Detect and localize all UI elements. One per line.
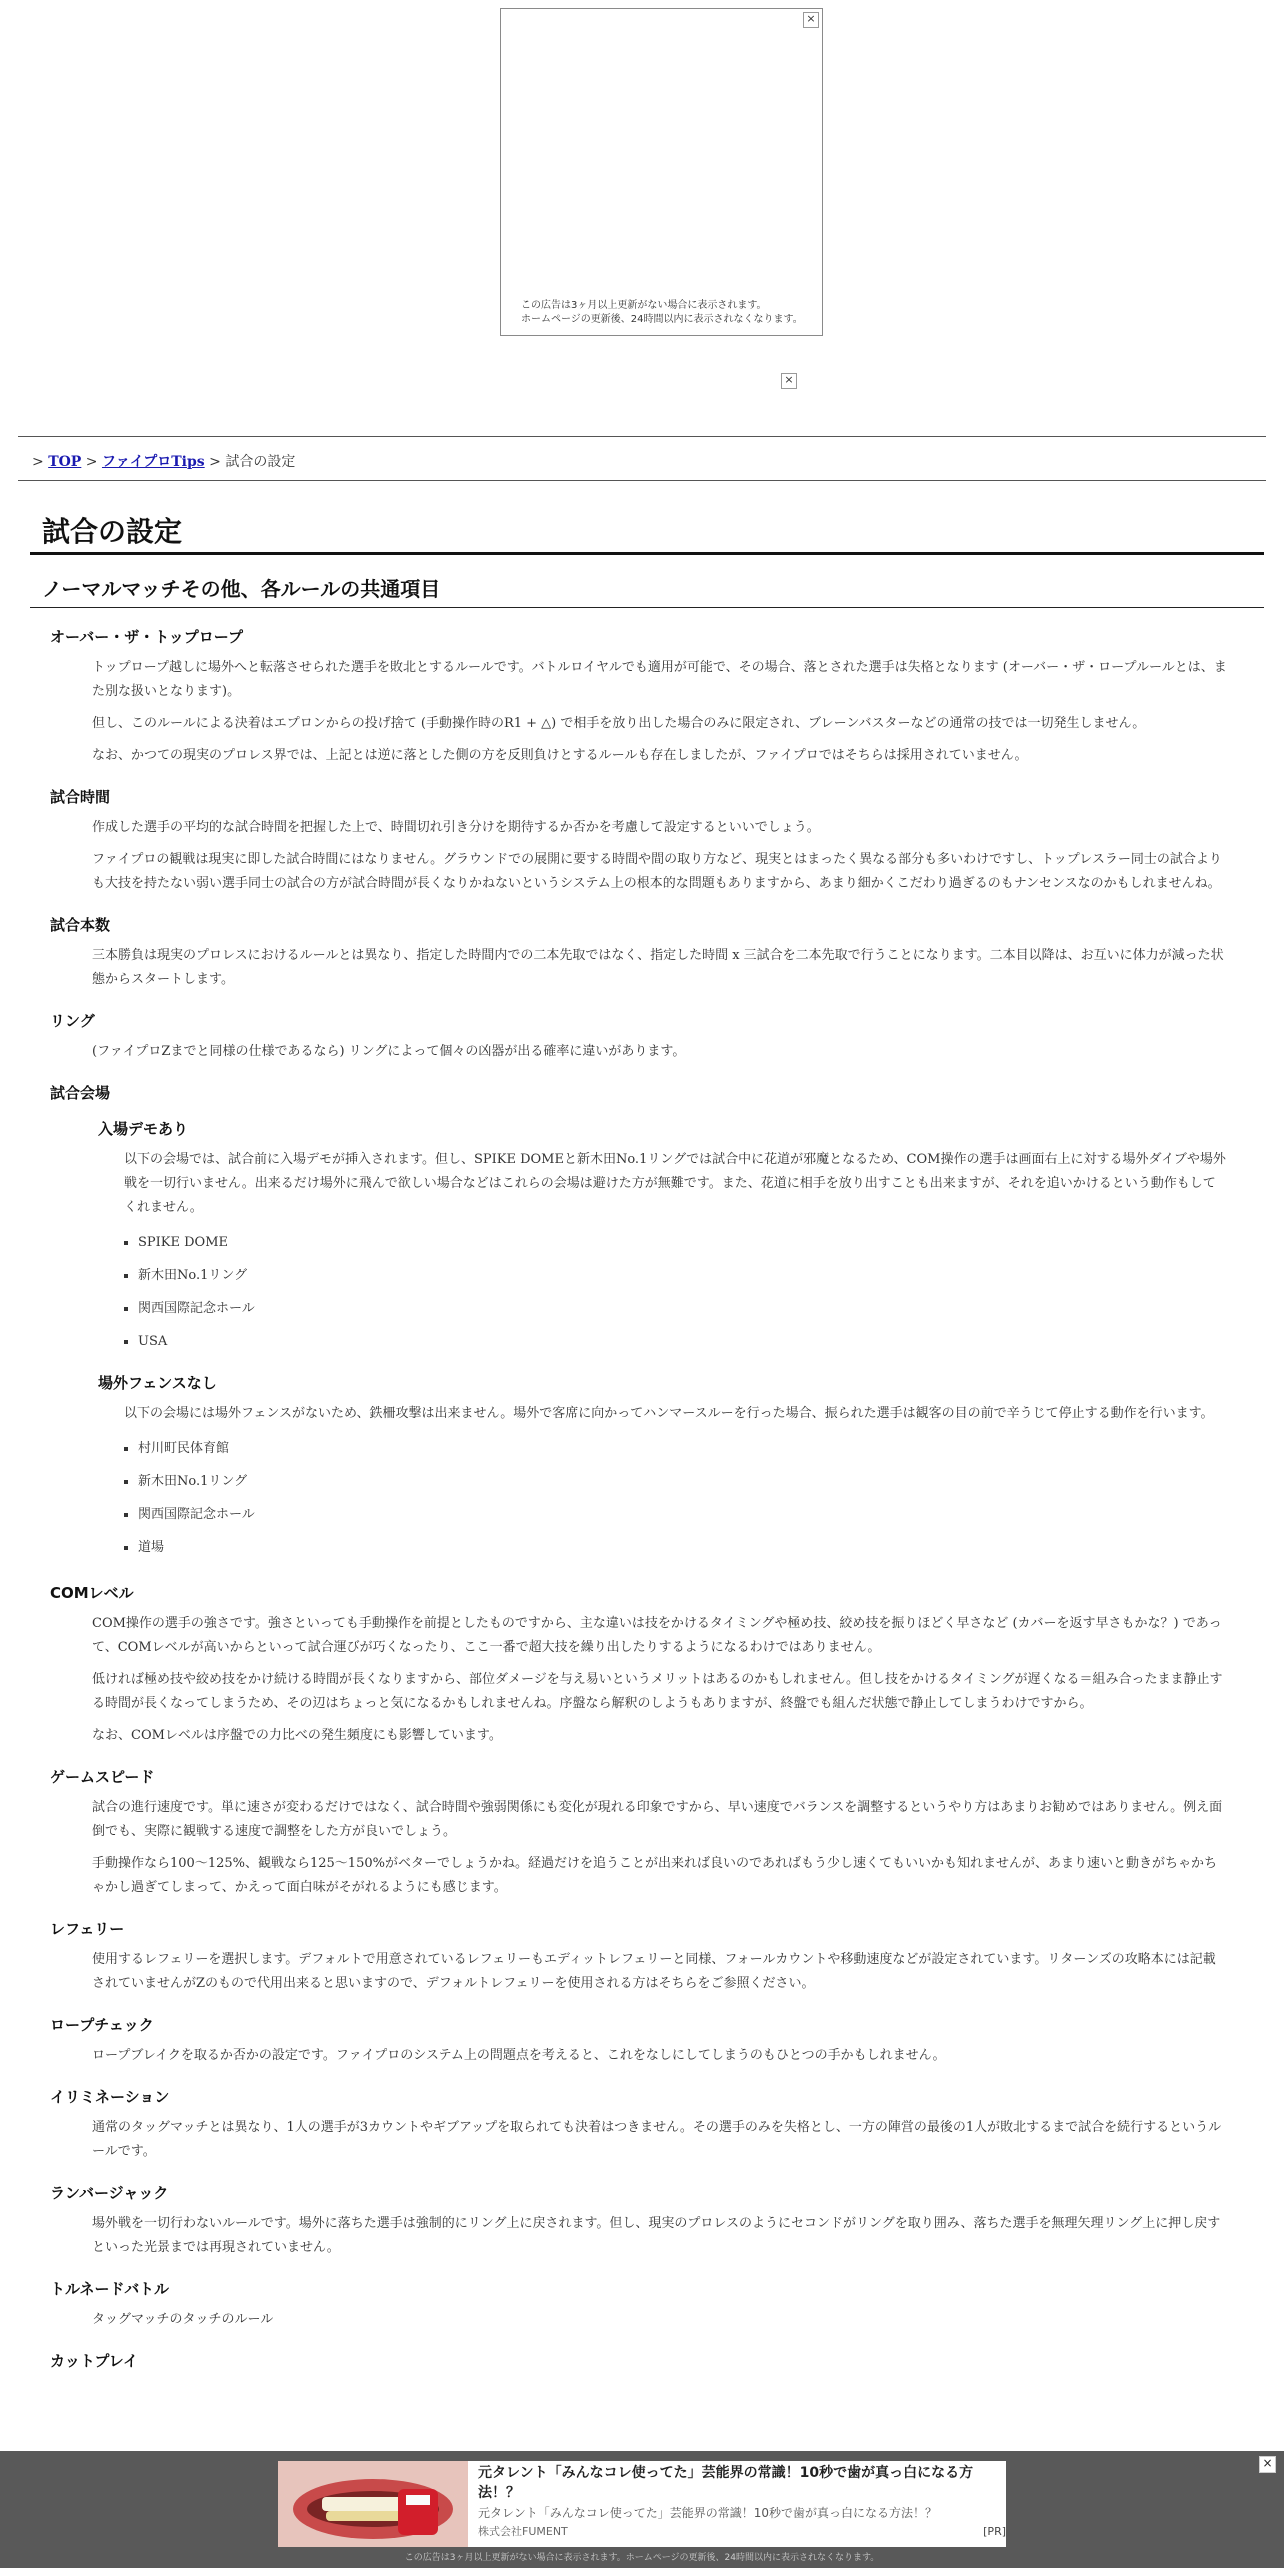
main-content: [30, 506, 1264, 2372]
list-item: ▪ 新木田No.1リング: [138, 1259, 1264, 1292]
paragraph: COM操作の選手の強さです。強さといっても手動操作を前提としたものですから、主な違いは技をかけるタイミングや極め技、絞め技を振りほどく早さなど (カバーを返す早さもかな？) であって、COMレベルが高いからといって試合運びが巧くなったり、ここ一番で超大技を繰り出したりするようになるわけではありません。: [92, 1616, 1222, 1655]
ad-close-button-secondary[interactable]: ×: [781, 373, 797, 389]
top-ad-frame[interactable]: [500, 8, 823, 336]
breadcrumb: [32, 451, 295, 471]
heading-elimination: イリミネーション: [50, 2088, 170, 2106]
heading-referee: レフェリー: [50, 1920, 125, 1938]
entrance-venue-list: [30, 1226, 1264, 1358]
heading-com-level: COMレベル: [50, 1584, 134, 1602]
heading-tornado-battle: トルネードバトル: [50, 2280, 169, 2298]
paragraph: (ファイプロZまでと同様の仕様であるなら) リングによって個々の凶器が出る確率に違いがあります。: [92, 1044, 686, 1059]
list-item: ▪ 村川町民体育館: [138, 1432, 1264, 1465]
page-title: 試合の設定: [30, 506, 1264, 555]
bottom-ad-close-button[interactable]: ×: [1259, 2456, 1276, 2473]
ad-card[interactable]: [278, 2461, 1006, 2547]
ad-notice-line1: この広告は3ヶ月以上更新がない場合に表示されます。: [521, 300, 767, 311]
breadcrumb-separator: >: [32, 454, 44, 470]
heading-entrance-demo: 入場デモあり: [98, 1120, 189, 1138]
breadcrumb-separator: >: [85, 454, 98, 470]
paragraph: タッグマッチのタッチのルール: [92, 2312, 274, 2327]
paragraph: 通常のタッグマッチとは異なり、1人の選手が3カウントやギブアップを取られても決着はつきません。その選手のみを失格とし、一方の陣営の最後の1人が敗北するまで試合を続行するというルールです。: [92, 2120, 1222, 2159]
breadcrumb-link-top[interactable]: TOP: [48, 454, 82, 470]
paragraph: 三本勝負は現実のプロレスにおけるルールとは異なり、指定した時間内での二本先取ではなく、指定した時間 x 三試合を二本先取で行うことになります。二本目以降は、お互いに体力が減った状態からスタートします。: [92, 948, 1224, 987]
heading-game-speed: ゲームスピード: [50, 1768, 155, 1786]
heading-match-time: 試合時間: [50, 788, 111, 806]
list-item: ▪ 新木田No.1リング: [138, 1465, 1264, 1498]
paragraph: 使用するレフェリーを選択します。デフォルトで用意されているレフェリーもエディットレフェリーと同様、フォールカウントや移動速度などが設定されています。リターンズの攻略本には記載されていませんがZのもので代用出来ると思いますので、デフォルトレフェリーを使用される方はそちらをご参照ください。: [92, 1952, 1216, 1991]
paragraph: ロープブレイクを取るか否かの設定です。ファイプロのシステム上の問題点を考えると、これをなしにしてしまうのもひとつの手かもしれません。: [92, 2048, 946, 2063]
paragraph: 手動操作なら100～125%、観戦なら125～150%がベターでしょうかね。経過だけを追うことが出来れば良いのであればもう少し速くてもいいかも知れませんが、あまり速いと動きがちゃかちゃかし過ぎてしまって、かえって面白味がそがれるようにも感じます。: [92, 1856, 1217, 1895]
heading-cut-play: カットプレイ: [50, 2352, 139, 2370]
paragraph: 以下の会場には場外フェンスがないため、鉄柵攻撃は出来ません。場外で客席に向かってハンマースルーを行った場合、振られた選手は観客の目の前で辛うじて停止する動作を行います。: [124, 1406, 1214, 1421]
paragraph: トップロープ越しに場外へと転落させられた選手を敗北とするルールです。バトルロイヤルでも適用が可能で、その場合、落とされた選手は失格となります (オーバー・ザ・ロープルールとは、また別な扱いとなります)。: [92, 660, 1227, 699]
list-item: ▪ SPIKE DOME: [138, 1226, 1264, 1259]
heading-ring: リング: [50, 1012, 95, 1030]
list-item: ▪ 関西国際記念ホール: [138, 1292, 1264, 1325]
breadcrumb-current: 試合の設定: [225, 454, 296, 470]
heading-lumberjack: ランバージャック: [50, 2184, 169, 2202]
bottom-ad-overlay[interactable]: [0, 2451, 1284, 2568]
ad-advertiser: 株式会社FUMENT: [478, 2525, 568, 2538]
list-item: ▪ 道場: [138, 1531, 1264, 1564]
section-title: ノーマルマッチその他、各ルールの共通項目: [30, 575, 1264, 608]
no-fence-venue-list: [30, 1432, 1264, 1564]
breadcrumb-link-tips[interactable]: ファイプロTips: [101, 454, 205, 470]
paragraph: ファイプロの観戦は現実に即した試合時間にはなりません。グラウンドでの展開に要する時間や間の取り方など、現実とはまったく異なる部分も多いわけですし、トップレスラー同士の試合よりも大技を持たない弱い選手同士の試合の方が試合時間が長くなりかねないというシステム上の根本的な問題もありますから、あまり細かくこだわり過ぎるのもナンセンスなのかもしれませんね。: [92, 852, 1222, 891]
ad-thumbnail-image[interactable]: [278, 2461, 468, 2547]
list-item: ▪ USA: [138, 1325, 1264, 1358]
breadcrumb-top-divider: [18, 436, 1266, 437]
ad-notice: [521, 299, 803, 327]
venue-subsection: [30, 1118, 1264, 1564]
paragraph: 試合の進行速度です。単に速さが変わるだけではなく、試合時間や強弱関係にも変化が現れる印象ですから、早い速度でバランスを調整するというやり方はあまりお勧めではありません。例え面倒でも、実際に観戦する速度で調整をした方が良いでしょう。: [92, 1800, 1223, 1839]
paragraph: 作成した選手の平均的な試合時間を把握した上で、時間切れ引き分けを期待するか否かを考慮して設定するといいでしょう。: [92, 820, 820, 835]
paragraph: 以下の会場では、試合前に入場デモが挿入されます。但し、SPIKE DOMEと新木田No.1リングでは試合中に花道が邪魔となるため、COM操作の選手は画面右上に対する場外ダイブや場外戦を一切行いません。出来るだけ場外に飛んで欲しい場合などはこれらの会場は避けた方が無難です。また、花道に相手を放り出すことも出来ますが、それを追いかけるという動作もしてくれません。: [124, 1152, 1226, 1215]
ad-description[interactable]: 元タレント「みんなコレ使ってた」芸能界の常識！10秒で歯が真っ白になる方法！？: [478, 2506, 937, 2520]
heading-falls: 試合本数: [50, 916, 111, 934]
ad-pr-label: [PR]: [983, 2525, 1006, 2538]
list-item: ▪ 関西国際記念ホール: [138, 1498, 1264, 1531]
heading-venue: 試合会場: [50, 1084, 111, 1102]
breadcrumb-separator: >: [209, 454, 221, 470]
heading-over-top-rope: オーバー・ザ・トップロープ: [50, 628, 244, 646]
paragraph: 低ければ極め技や絞め技をかけ続ける時間が長くなりますから、部位ダメージを与え易いというメリットはあるのかもしれません。但し技をかけるタイミングが遅くなる＝組み合ったまま静止する時間が長くなってしまうため、その辺はちょっと気になるかもしれませんね。序盤なら解釈のしようもありますが、終盤でも組んだ状態で静止してしまうわけですから。: [92, 1672, 1223, 1711]
paragraph: なお、かつての現実のプロレス界では、上記とは逆に落とした側の方を反則負けとするルールも存在しましたが、ファイプロではそちらは採用されていません。: [92, 748, 1028, 763]
paragraph: 場外戦を一切行わないルールです。場外に落ちた選手は強制的にリング上に戻されます。但し、現実のプロレスのようにセコンドがリングを取り囲み、落ちた選手を無理矢理リング上に押し戻すといった光景までは再現されていません。: [92, 2216, 1221, 2255]
heading-rope-check: ロープチェック: [50, 2016, 154, 2034]
ad-close-button[interactable]: ×: [803, 12, 819, 28]
ad-notice-line2: ホームページの更新後、24時間以内に表示されなくなります。: [521, 314, 803, 325]
heading-no-fence: 場外フェンスなし: [98, 1374, 217, 1392]
bottom-ad-notice: この広告は3ヶ月以上更新がない場合に表示されます。ホームページの更新後、24時間以内に表示されなくなります。: [404, 2553, 880, 2563]
paragraph: なお、COMレベルは序盤での力比べの発生頻度にも影響しています。: [92, 1728, 502, 1743]
paragraph: 但し、このルールによる決着はエプロンからの投げ捨て (手動操作時のR1 + △) で相手を放り出した場合のみに限定され、ブレーンバスターなどの通常の技では一切発生しません。: [92, 716, 1146, 731]
ad-title[interactable]: 元タレント「みんなコレ使ってた」芸能界の常識！10秒で歯が真っ白になる方法！？: [478, 2465, 974, 2501]
breadcrumb-bottom-divider: [18, 480, 1266, 481]
